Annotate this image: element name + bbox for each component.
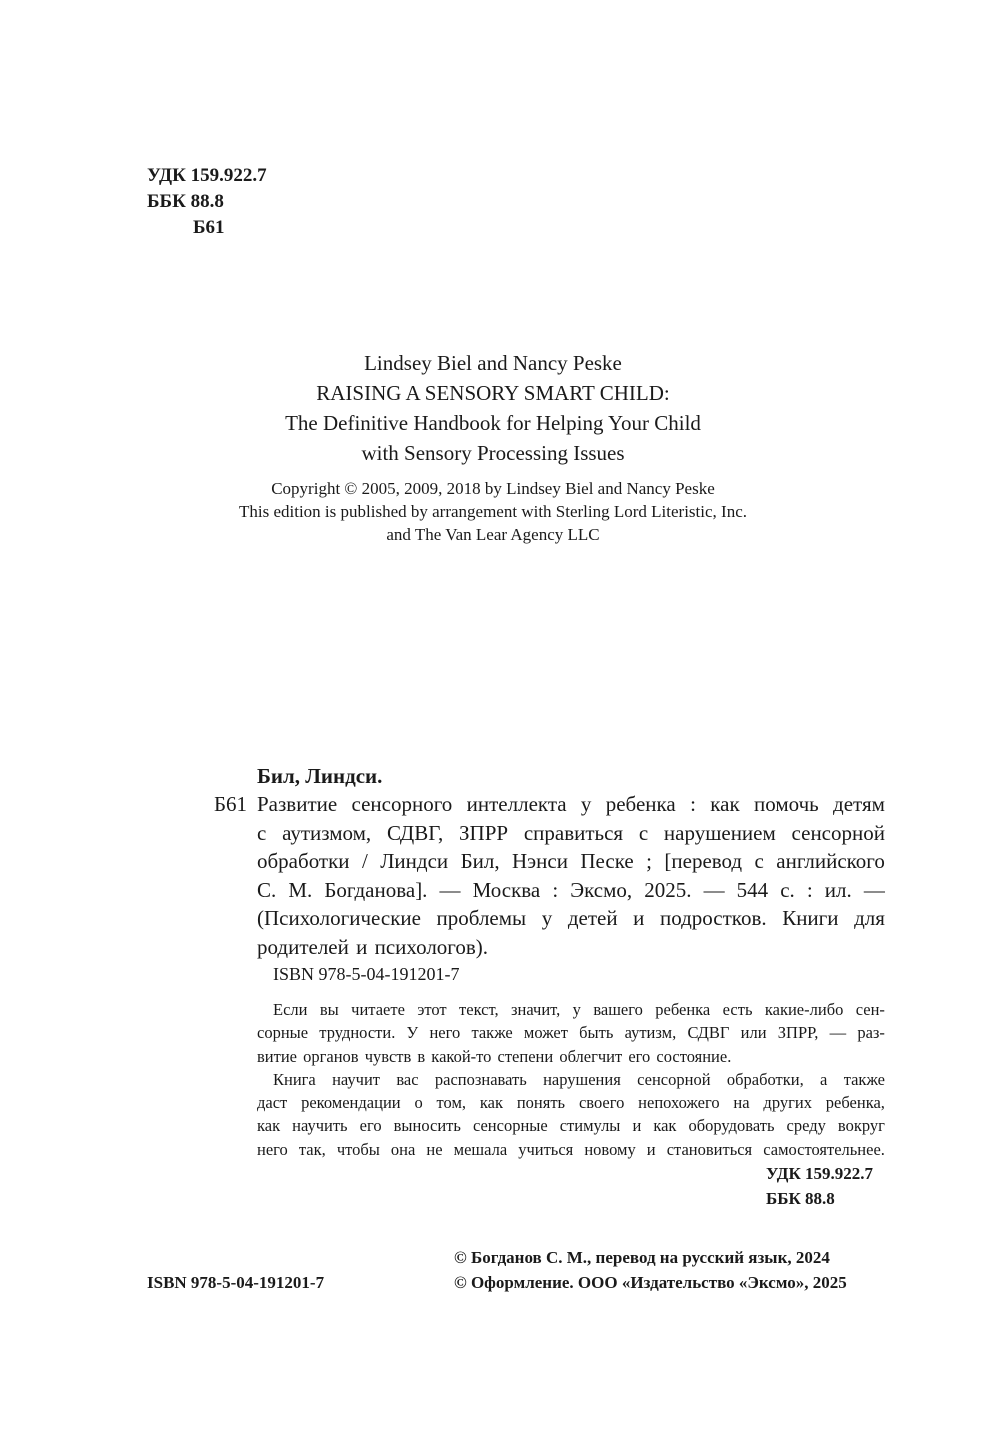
- annotation-block: [257, 998, 885, 1161]
- annotation-line: Если вы читаете этот текст, значит, у вашего ребенка есть какие-либо сен-: [273, 1000, 885, 1019]
- original-subtitle-line1: The Definitive Handbook for Helping Your Child: [285, 411, 701, 435]
- footer-copyright-design: © Оформление. ООО «Издательство «Эксмо», 2025: [454, 1273, 847, 1292]
- original-authors: Lindsey Biel and Nancy Peske: [364, 351, 622, 375]
- bibliographic-line: с аутизмом, СДВГ, ЗПРР справиться с нарушением сенсорной: [257, 820, 885, 845]
- original-subtitle-line2: with Sensory Processing Issues: [361, 441, 625, 465]
- annotation-line: как научить его выносить сенсорные стимулы и как оборудовать среду вокруг: [257, 1116, 885, 1136]
- original-edition-block: [0, 348, 986, 468]
- bibliographic-author-heading: Бил, Линдси.: [257, 764, 383, 788]
- annotation-line: сорные трудности. У него также может быть аутизм, СДВГ или ЗПРР, — раз-: [257, 1023, 885, 1043]
- bibliographic-line: (Психологические проблемы у детей и подростков. Книги для: [257, 906, 885, 930]
- bibliographic-line: родителей и психологов).: [257, 934, 489, 959]
- annotation-line: даст рекомендации о том, как понять своего непохожего на других ребенка,: [257, 1093, 885, 1113]
- bibliographic-line: Развитие сенсорного интеллекта у ребенка : как помочь детям: [257, 792, 885, 816]
- bbk-code-bottom: ББК 88.8: [766, 1189, 835, 1208]
- original-title: RAISING A SENSORY SMART CHILD:: [316, 381, 670, 405]
- bibliographic-author-mark: Б61: [214, 792, 248, 816]
- bbk-code-top: ББК 88.8: [147, 191, 224, 212]
- copyright-block: [0, 477, 986, 546]
- udk-code-bottom: УДК 159.922.7: [766, 1164, 874, 1183]
- footer-isbn: ISBN 978-5-04-191201-7: [147, 1273, 325, 1292]
- copyright-line1: Copyright © 2005, 2009, 2018 by Lindsey Biel and Nancy Peske: [271, 479, 715, 498]
- bibliographic-line: С. М. Богданова]. — Москва : Эксмо, 2025. — 544 с. : ил. —: [257, 877, 885, 902]
- udk-code-top: УДК 159.922.7: [147, 165, 267, 186]
- bibliographic-isbn: ISBN 978-5-04-191201-7: [273, 964, 460, 984]
- bibliographic-description: [257, 790, 885, 961]
- author-mark-top: Б61: [193, 217, 225, 238]
- copyright-line3: and The Van Lear Agency LLC: [386, 525, 600, 544]
- bibliographic-line: обработки / Линдси Бил, Нэнси Песке ; [перевод с английского: [257, 849, 885, 873]
- copyright-line2: This edition is published by arrangement with Sterling Lord Literistic, Inc.: [238, 502, 747, 521]
- annotation-line: Книга научит вас распознавать нарушения сенсорной обработки, а также: [273, 1069, 885, 1089]
- annotation-line: витие органов чувств в какой-то степени облегчит его состояние.: [257, 1046, 732, 1066]
- footer-copyright-translation: © Богданов С. М., перевод на русский язык, 2024: [454, 1248, 830, 1267]
- annotation-line: него так, чтобы она не мешала учиться новому и становиться самостоятельнее.: [257, 1139, 885, 1159]
